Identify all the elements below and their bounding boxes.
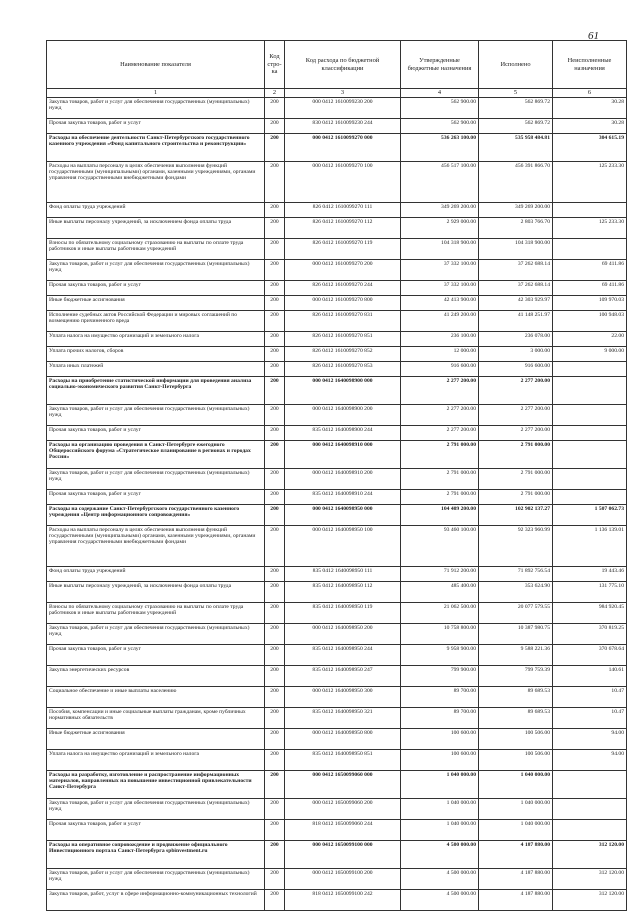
row-line-cell: 200 <box>265 362 285 377</box>
table-row <box>47 239 627 260</box>
row-approved-cell: 100 600.00 <box>401 729 479 750</box>
row-line-cell: 200 <box>265 526 285 567</box>
row-approved-cell: 89 700.00 <box>401 687 479 708</box>
row-approved-cell: 456 517 100.00 <box>401 162 479 203</box>
row-unexecuted-cell: 984 920.45 <box>553 603 627 624</box>
row-code-cell: 000 0412 1640098900 200 <box>285 405 401 426</box>
row-approved-cell: 104 409 200.00 <box>401 505 479 526</box>
row-name-cell: Расходы на содержание Санкт-Петербургского государственного казенного учреждения «Центр информационного сопровождения» <box>47 505 265 526</box>
row-unexecuted-cell: 69 411.86 <box>553 260 627 281</box>
row-line-cell: 200 <box>265 708 285 729</box>
row-code-cell: 826 0412 1610099270 244 <box>285 281 401 296</box>
row-unexecuted-cell: 94.00 <box>553 750 627 771</box>
table-row <box>47 332 627 347</box>
row-name-cell: Расходы на обеспечение деятельности Санкт-Петербургского государственного казенного учреждения «Фонд капитального строительства и реконструкции» <box>47 134 265 162</box>
row-line-cell: 200 <box>265 771 285 799</box>
row-name-cell: Расходы на выплаты персоналу в целях обеспечения выполнения функций государственными (муниципальными) органами, казенными учреждениями, органами управления государственными внебюджетными фондами <box>47 526 265 567</box>
row-code-cell: 000 0412 1610099230 200 <box>285 98 401 119</box>
row-code-cell: 826 0412 1610099270 831 <box>285 311 401 332</box>
row-name-cell: Иные бюджетные ассигнования <box>47 296 265 311</box>
row-line-cell: 200 <box>265 119 285 134</box>
row-executed-cell: 2 277 200.00 <box>479 377 553 405</box>
row-approved-cell: 4 500 000.00 <box>401 890 479 911</box>
table-row <box>47 729 627 750</box>
row-unexecuted-cell: 109 970.03 <box>553 296 627 311</box>
row-name-cell: Закупка товаров, работ и услуг для обеспечения государственных (муниципальных) нужд <box>47 799 265 820</box>
table-row <box>47 505 627 526</box>
row-approved-cell: 536 263 100.00 <box>401 134 479 162</box>
row-name-cell: Взносы по обязательному социальному страхованию на выплаты по оплате труда работников и иные выплаты работникам учреждений <box>47 239 265 260</box>
row-line-cell: 200 <box>265 347 285 362</box>
row-unexecuted-cell <box>553 203 627 218</box>
row-approved-cell: 89 700.00 <box>401 708 479 729</box>
row-name-cell: Закупка товаров, работ и услуг для обеспечения государственных (муниципальных) нужд <box>47 469 265 490</box>
row-approved-cell: 2 277 200.00 <box>401 377 479 405</box>
row-line-cell: 200 <box>265 890 285 911</box>
row-approved-cell: 37 332 100.00 <box>401 260 479 281</box>
row-line-cell: 200 <box>265 296 285 311</box>
table-row <box>47 567 627 582</box>
row-line-cell: 200 <box>265 218 285 239</box>
row-executed-cell: 10 387 980.75 <box>479 624 553 645</box>
row-code-cell: 835 0412 1640098950 244 <box>285 645 401 666</box>
row-approved-cell: 799 900.00 <box>401 666 479 687</box>
row-executed-cell: 89 689.53 <box>479 708 553 729</box>
table-row <box>47 490 627 505</box>
row-name-cell: Расходы на организацию проведения в Санкт-Петербурге ежегодного Общероссийского форума «Стратегическое планирование в регионах и городах России» <box>47 441 265 469</box>
row-name-cell: Прочая закупка товаров, работ и услуг <box>47 281 265 296</box>
row-name-cell: Закупка товаров, работ и услуг для обеспечения государственных (муниципальных) нужд <box>47 405 265 426</box>
table-row <box>47 296 627 311</box>
row-approved-cell: 4 500 000.00 <box>401 841 479 869</box>
row-executed-cell: 353 624.90 <box>479 582 553 603</box>
row-code-cell: 000 0412 1650099100 000 <box>285 841 401 869</box>
row-unexecuted-cell <box>553 469 627 490</box>
row-unexecuted-cell <box>553 799 627 820</box>
row-approved-cell: 562 900.00 <box>401 119 479 134</box>
table-row <box>47 603 627 624</box>
row-executed-cell: 102 902 137.27 <box>479 505 553 526</box>
row-approved-cell: 71 912 200.00 <box>401 567 479 582</box>
row-name-cell: Фонд оплаты труда учреждений <box>47 203 265 218</box>
row-unexecuted-cell: 30.28 <box>553 98 627 119</box>
row-approved-cell: 2 791 000.00 <box>401 490 479 505</box>
row-line-cell: 200 <box>265 582 285 603</box>
row-unexecuted-cell: 125 233.30 <box>553 162 627 203</box>
row-code-cell: 830 0412 1610099230 244 <box>285 119 401 134</box>
row-code-cell: 826 0412 1610099270 112 <box>285 218 401 239</box>
row-unexecuted-cell: 140.61 <box>553 666 627 687</box>
row-line-cell: 200 <box>265 332 285 347</box>
table-row <box>47 469 627 490</box>
table-row <box>47 347 627 362</box>
row-name-cell: Расходы на приобретение статистической информации для проведения анализа социально-экономического развития Санкт-Петербурга <box>47 377 265 405</box>
row-approved-cell: 485 400.00 <box>401 582 479 603</box>
row-executed-cell: 41 148 251.97 <box>479 311 553 332</box>
row-line-cell: 200 <box>265 567 285 582</box>
row-approved-cell: 2 277 200.00 <box>401 426 479 441</box>
table-row <box>47 645 627 666</box>
row-unexecuted-cell: 312 120.00 <box>553 841 627 869</box>
row-code-cell: 000 0412 1610099270 200 <box>285 260 401 281</box>
table-row <box>47 426 627 441</box>
row-code-cell: 835 0412 1640098950 321 <box>285 708 401 729</box>
row-executed-cell: 2 277 200.00 <box>479 405 553 426</box>
row-code-cell: 826 0412 1610099270 119 <box>285 239 401 260</box>
row-approved-cell: 236 100.00 <box>401 332 479 347</box>
row-unexecuted-cell <box>553 377 627 405</box>
row-unexecuted-cell: 312 120.00 <box>553 869 627 890</box>
row-unexecuted-cell: 304 615.19 <box>553 134 627 162</box>
row-line-cell: 200 <box>265 729 285 750</box>
row-name-cell: Фонд оплаты труда учреждений <box>47 567 265 582</box>
row-code-cell: 835 0412 1640098950 111 <box>285 567 401 582</box>
row-code-cell: 000 0412 1640098910 200 <box>285 469 401 490</box>
row-name-cell: Пособия, компенсации и иные социальные выплаты гражданам, кроме публичных нормативных обязательств <box>47 708 265 729</box>
row-executed-cell: 89 689.53 <box>479 687 553 708</box>
row-code-cell: 000 0412 1640098950 100 <box>285 526 401 567</box>
row-code-cell: 000 0412 1640098950 800 <box>285 729 401 750</box>
row-name-cell: Социальное обеспечение и иные выплаты населению <box>47 687 265 708</box>
row-line-cell: 200 <box>265 645 285 666</box>
row-name-cell: Закупка товаров, работ и услуг для обеспечения государственных (муниципальных) нужд <box>47 624 265 645</box>
row-approved-cell: 1 040 000.00 <box>401 771 479 799</box>
row-approved-cell: 93 460 100.00 <box>401 526 479 567</box>
row-name-cell: Закупка энергетических ресурсов <box>47 666 265 687</box>
row-unexecuted-cell: 19 443.46 <box>553 567 627 582</box>
column-number: 2 <box>265 89 285 98</box>
row-unexecuted-cell: 69 411.86 <box>553 281 627 296</box>
row-name-cell: Уплата налога на имущество организаций и земельного налога <box>47 332 265 347</box>
row-code-cell: 000 0412 1610099270 800 <box>285 296 401 311</box>
row-code-cell: 835 0412 1640098950 119 <box>285 603 401 624</box>
row-line-cell: 200 <box>265 281 285 296</box>
row-line-cell: 200 <box>265 377 285 405</box>
row-name-cell: Прочая закупка товаров, работ и услуг <box>47 426 265 441</box>
row-executed-cell: 3 000.00 <box>479 347 553 362</box>
row-line-cell: 200 <box>265 311 285 332</box>
row-unexecuted-cell: 10.47 <box>553 708 627 729</box>
table-row <box>47 162 627 203</box>
row-code-cell: 000 0412 1650099060 000 <box>285 771 401 799</box>
row-code-cell: 000 0412 1640098950 300 <box>285 687 401 708</box>
row-code-cell: 835 0412 1640098910 244 <box>285 490 401 505</box>
table-row <box>47 666 627 687</box>
row-approved-cell: 37 332 100.00 <box>401 281 479 296</box>
row-unexecuted-cell <box>553 771 627 799</box>
row-unexecuted-cell <box>553 820 627 841</box>
column-number: 4 <box>401 89 479 98</box>
budget-execution-table <box>46 40 627 911</box>
column-number: 1 <box>47 89 265 98</box>
row-executed-cell: 456 391 866.70 <box>479 162 553 203</box>
row-executed-cell: 9 588 221.36 <box>479 645 553 666</box>
row-executed-cell: 37 262 688.14 <box>479 260 553 281</box>
row-executed-cell: 4 187 880.00 <box>479 869 553 890</box>
row-executed-cell: 236 078.00 <box>479 332 553 347</box>
row-approved-cell: 1 040 000.00 <box>401 820 479 841</box>
row-line-cell: 200 <box>265 799 285 820</box>
table-header-row <box>47 41 627 89</box>
row-approved-cell: 2 791 000.00 <box>401 441 479 469</box>
row-name-cell: Иные выплаты персоналу учреждений, за исключением фонда оплаты труда <box>47 218 265 239</box>
row-approved-cell: 562 900.00 <box>401 98 479 119</box>
row-unexecuted-cell <box>553 441 627 469</box>
table-row <box>47 218 627 239</box>
table-row <box>47 405 627 426</box>
row-approved-cell: 2 791 000.00 <box>401 469 479 490</box>
row-approved-cell: 9 958 900.00 <box>401 645 479 666</box>
row-name-cell: Уплата иных платежей <box>47 362 265 377</box>
row-executed-cell: 349 269 200.00 <box>479 203 553 218</box>
row-unexecuted-cell: 9 000.00 <box>553 347 627 362</box>
row-executed-cell: 37 262 688.14 <box>479 281 553 296</box>
row-unexecuted-cell: 125 233.30 <box>553 218 627 239</box>
row-code-cell: 000 0412 1640098950 200 <box>285 624 401 645</box>
row-code-cell: 826 0412 1610099270 853 <box>285 362 401 377</box>
row-code-cell: 826 0412 1610099270 851 <box>285 332 401 347</box>
row-unexecuted-cell: 370 678.64 <box>553 645 627 666</box>
row-executed-cell: 916 600.00 <box>479 362 553 377</box>
row-name-cell: Уплата прочих налогов, сборов <box>47 347 265 362</box>
row-executed-cell: 42 303 929.97 <box>479 296 553 311</box>
row-code-cell: 835 0412 1640098950 851 <box>285 750 401 771</box>
row-code-cell: 835 0412 1640098950 112 <box>285 582 401 603</box>
row-line-cell: 200 <box>265 505 285 526</box>
row-name-cell: Прочая закупка товаров, работ и услуг <box>47 820 265 841</box>
row-unexecuted-cell <box>553 362 627 377</box>
row-code-cell: 826 0412 1610099270 852 <box>285 347 401 362</box>
row-executed-cell: 100 506.00 <box>479 729 553 750</box>
row-line-cell: 200 <box>265 162 285 203</box>
row-line-cell: 200 <box>265 624 285 645</box>
table-row <box>47 119 627 134</box>
column-number-row <box>47 89 627 98</box>
table-body <box>47 98 627 911</box>
row-code-cell: 000 0412 1640098910 000 <box>285 441 401 469</box>
row-unexecuted-cell: 370 819.25 <box>553 624 627 645</box>
row-line-cell: 200 <box>265 869 285 890</box>
row-approved-cell: 1 040 000.00 <box>401 799 479 820</box>
row-line-cell: 200 <box>265 134 285 162</box>
row-executed-cell: 2 791 000.00 <box>479 441 553 469</box>
row-code-cell: 000 0412 1650099060 200 <box>285 799 401 820</box>
row-unexecuted-cell: 1 136 139.01 <box>553 526 627 567</box>
table-row <box>47 362 627 377</box>
row-code-cell: 000 0412 1650099100 200 <box>285 869 401 890</box>
header-expense-code: Код расхода по бюджетной классификации <box>285 41 401 89</box>
row-executed-cell: 2 791 000.00 <box>479 469 553 490</box>
row-approved-cell: 42 413 900.00 <box>401 296 479 311</box>
table-row <box>47 281 627 296</box>
row-unexecuted-cell <box>553 490 627 505</box>
table-row <box>47 750 627 771</box>
row-unexecuted-cell: 22.00 <box>553 332 627 347</box>
row-name-cell: Закупка товаров, работ и услуг для обеспечения государственных (муниципальных) нужд <box>47 260 265 281</box>
table-row <box>47 869 627 890</box>
row-code-cell: 000 0412 1640098900 000 <box>285 377 401 405</box>
column-number: 6 <box>553 89 627 98</box>
row-unexecuted-cell <box>553 239 627 260</box>
row-code-cell: 818 0412 1650099060 244 <box>285 820 401 841</box>
column-number: 3 <box>285 89 401 98</box>
header-executed: Исполнено <box>479 41 553 89</box>
row-code-cell: 000 0412 1610099270 000 <box>285 134 401 162</box>
row-name-cell: Взносы по обязательному социальному страхованию на выплаты по оплате труда работников и иные выплаты работникам учреждений <box>47 603 265 624</box>
row-unexecuted-cell: 94.00 <box>553 729 627 750</box>
row-unexecuted-cell: 10.47 <box>553 687 627 708</box>
row-line-cell: 200 <box>265 469 285 490</box>
table-row <box>47 841 627 869</box>
row-line-cell: 200 <box>265 98 285 119</box>
table-row <box>47 98 627 119</box>
column-number: 5 <box>479 89 553 98</box>
row-code-cell: 000 0412 1610099270 100 <box>285 162 401 203</box>
row-executed-cell: 2 277 200.00 <box>479 426 553 441</box>
row-line-cell: 200 <box>265 687 285 708</box>
row-name-cell: Иные выплаты персоналу учреждений, за исключением фонда оплаты труда <box>47 582 265 603</box>
row-executed-cell: 20 077 579.55 <box>479 603 553 624</box>
row-line-cell: 200 <box>265 426 285 441</box>
row-code-cell: 000 0412 1640098950 000 <box>285 505 401 526</box>
row-name-cell: Исполнение судебных актов Российской Федерации и мировых соглашений по возмещению причиненного вреда <box>47 311 265 332</box>
row-unexecuted-cell <box>553 405 627 426</box>
row-unexecuted-cell: 100 948.03 <box>553 311 627 332</box>
row-approved-cell: 2 277 200.00 <box>401 405 479 426</box>
row-executed-cell: 799 759.39 <box>479 666 553 687</box>
row-approved-cell: 916 600.00 <box>401 362 479 377</box>
row-executed-cell: 4 187 880.00 <box>479 890 553 911</box>
row-line-cell: 200 <box>265 750 285 771</box>
row-executed-cell: 1 040 000.00 <box>479 799 553 820</box>
table-row <box>47 441 627 469</box>
row-name-cell: Уплата налога на имущество организаций и земельного налога <box>47 750 265 771</box>
table-row <box>47 582 627 603</box>
row-executed-cell: 71 892 756.54 <box>479 567 553 582</box>
row-name-cell: Расходы на оперативное сопровождение и продвижение официального Инвестиционного портала Санкт-Петербурга spbinvestment.ru <box>47 841 265 869</box>
row-code-cell: 818 0412 1650099100 242 <box>285 890 401 911</box>
table-row <box>47 799 627 820</box>
header-line-code: Код стро-ка <box>265 41 285 89</box>
row-unexecuted-cell <box>553 426 627 441</box>
row-unexecuted-cell: 30.28 <box>553 119 627 134</box>
table-row <box>47 624 627 645</box>
header-unexecuted: Неисполненные назначения <box>553 41 627 89</box>
header-approved: Утвержденные бюджетные назначения <box>401 41 479 89</box>
row-name-cell: Иные бюджетные ассигнования <box>47 729 265 750</box>
row-approved-cell: 104 318 900.00 <box>401 239 479 260</box>
row-name-cell: Прочая закупка товаров, работ и услуг <box>47 490 265 505</box>
row-code-cell: 835 0412 1640098900 244 <box>285 426 401 441</box>
row-name-cell: Прочая закупка товаров, работ и услуг <box>47 645 265 666</box>
row-line-cell: 200 <box>265 841 285 869</box>
table-row <box>47 203 627 218</box>
row-name-cell: Расходы на выплаты персоналу в целях обеспечения выполнения функций государственными (муниципальными) органами, казенными учреждениями, органами управления государственными внебюджетными фондами <box>47 162 265 203</box>
row-unexecuted-cell: 312 120.00 <box>553 890 627 911</box>
row-name-cell: Закупка товаров, работ, услуг в сфере информационно-коммуникационных технологий <box>47 890 265 911</box>
row-line-cell: 200 <box>265 603 285 624</box>
row-executed-cell: 562 869.72 <box>479 119 553 134</box>
row-executed-cell: 1 040 000.00 <box>479 820 553 841</box>
row-line-cell: 200 <box>265 490 285 505</box>
row-code-cell: 826 0412 1610099270 111 <box>285 203 401 218</box>
table-row <box>47 377 627 405</box>
row-code-cell: 835 0412 1640098950 247 <box>285 666 401 687</box>
table-row <box>47 890 627 911</box>
table-row <box>47 526 627 567</box>
row-name-cell: Закупка товаров, работ и услуг для обеспечения государственных (муниципальных) нужд <box>47 98 265 119</box>
row-name-cell: Прочая закупка товаров, работ и услуг <box>47 119 265 134</box>
row-executed-cell: 100 506.00 <box>479 750 553 771</box>
row-approved-cell: 100 600.00 <box>401 750 479 771</box>
row-executed-cell: 562 869.72 <box>479 98 553 119</box>
row-line-cell: 200 <box>265 666 285 687</box>
table-row <box>47 708 627 729</box>
row-unexecuted-cell: 131 775.10 <box>553 582 627 603</box>
row-name-cell: Закупка товаров, работ и услуг для обеспечения государственных (муниципальных) нужд <box>47 869 265 890</box>
page-number: 61 <box>588 30 599 42</box>
row-approved-cell: 349 269 200.00 <box>401 203 479 218</box>
table-row <box>47 687 627 708</box>
row-executed-cell: 2 803 766.70 <box>479 218 553 239</box>
row-line-cell: 200 <box>265 260 285 281</box>
row-approved-cell: 10 758 800.00 <box>401 624 479 645</box>
row-approved-cell: 21 062 500.00 <box>401 603 479 624</box>
row-executed-cell: 4 187 880.00 <box>479 841 553 869</box>
table-row <box>47 771 627 799</box>
row-name-cell: Расходы на разработку, изготовление и распространение информационных материалов, направленных на повышение инвестиционной привлекательности Санкт-Петербурга <box>47 771 265 799</box>
table-row <box>47 134 627 162</box>
row-executed-cell: 1 040 000.00 <box>479 771 553 799</box>
table-row <box>47 260 627 281</box>
row-executed-cell: 535 958 484.81 <box>479 134 553 162</box>
table-row <box>47 820 627 841</box>
row-approved-cell: 2 929 000.00 <box>401 218 479 239</box>
row-line-cell: 200 <box>265 203 285 218</box>
row-line-cell: 200 <box>265 405 285 426</box>
row-executed-cell: 92 323 960.99 <box>479 526 553 567</box>
row-line-cell: 200 <box>265 239 285 260</box>
row-approved-cell: 4 500 000.00 <box>401 869 479 890</box>
header-name: Наименование показателя <box>47 41 265 89</box>
row-unexecuted-cell: 1 507 062.73 <box>553 505 627 526</box>
row-line-cell: 200 <box>265 820 285 841</box>
row-line-cell: 200 <box>265 441 285 469</box>
table-row <box>47 311 627 332</box>
row-approved-cell: 41 249 200.00 <box>401 311 479 332</box>
row-executed-cell: 104 318 900.00 <box>479 239 553 260</box>
row-executed-cell: 2 791 000.00 <box>479 490 553 505</box>
row-approved-cell: 12 000.00 <box>401 347 479 362</box>
